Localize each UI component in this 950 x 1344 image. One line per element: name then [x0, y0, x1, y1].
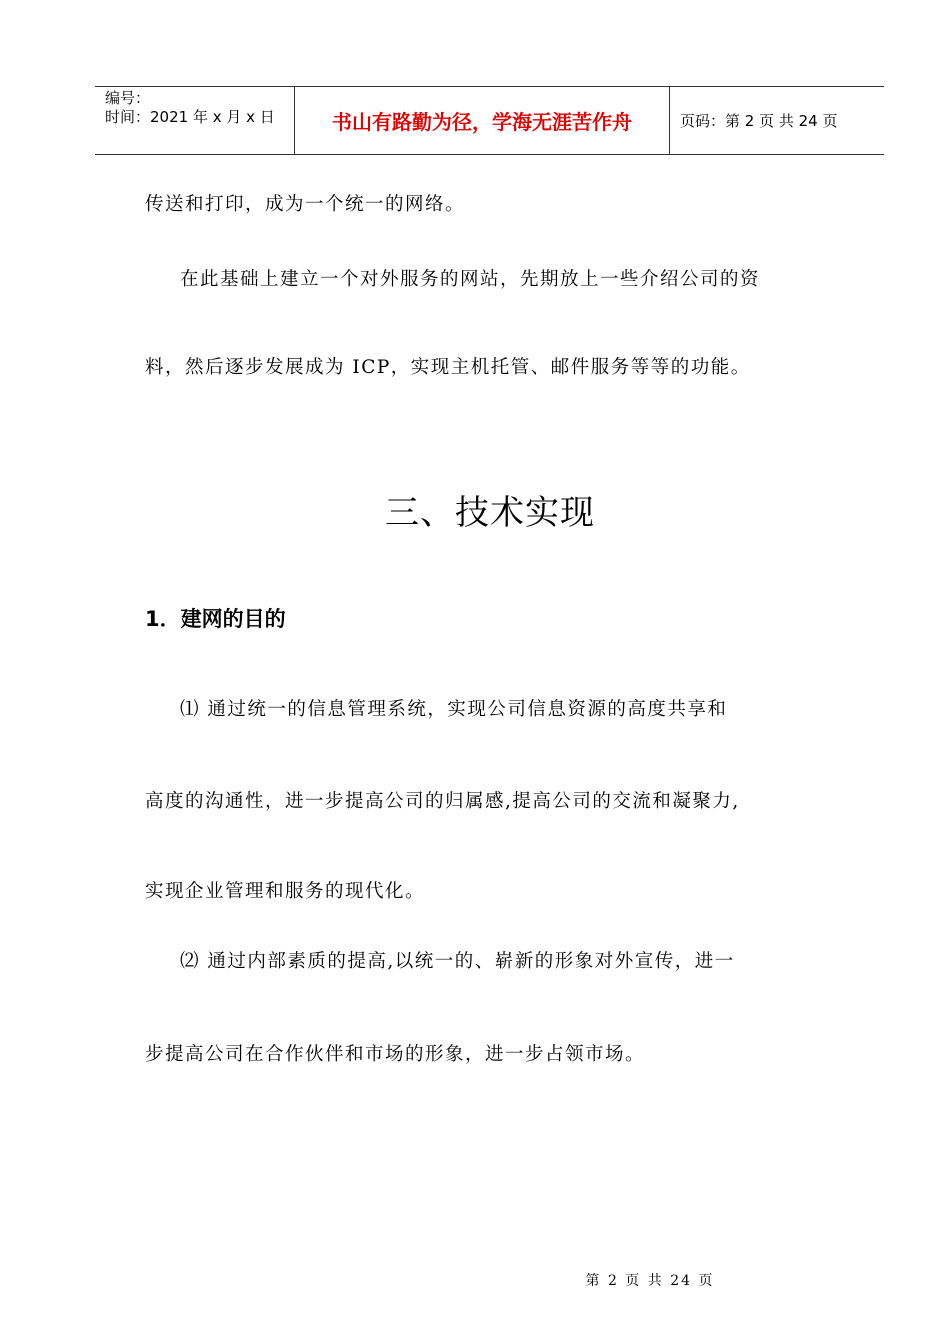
paragraph-line: 在此基础上建立一个对外服务的网站，先期放上一些介绍公司的资 [180, 269, 761, 290]
list-item-line: ⑵ 通过内部素质的提高,以统一的、崭新的形象对外宣传，进一 [180, 951, 735, 972]
document-number-label: 编号： [105, 89, 151, 107]
list-item-line: 高度的沟通性，进一步提高公司的归属感,提高公司的交流和凝聚力, [145, 791, 740, 812]
header-meta [95, 87, 295, 154]
paragraph-line: 料，然后逐步发展成为 ICP，实现主机托管、邮件服务等等的功能。 [145, 357, 751, 378]
document-time-label: 时间：2021 年 x 月 x 日 [105, 108, 275, 126]
list-item-line: ⑴ 通过统一的信息管理系统，实现公司信息资源的高度共享和 [180, 699, 728, 720]
section-title: 三、技术实现 [385, 493, 595, 533]
paragraph-line: 传送和打印，成为一个统一的网络。 [145, 194, 466, 215]
page-header [95, 86, 884, 155]
header-page-info: 页码：第 2 页 共 24 页 [680, 112, 838, 130]
header-motto: 书山有路勤为径，学海无涯苦作舟 [295, 87, 670, 154]
subsection-title: 1．建网的目的 [145, 607, 286, 631]
list-item-line: 步提高公司在合作伙伴和市场的形象，进一步占领市场。 [145, 1044, 646, 1065]
list-item-line: 实现企业管理和服务的现代化。 [145, 881, 426, 902]
page-footer: 第 2 页 共 24 页 [585, 1273, 715, 1289]
